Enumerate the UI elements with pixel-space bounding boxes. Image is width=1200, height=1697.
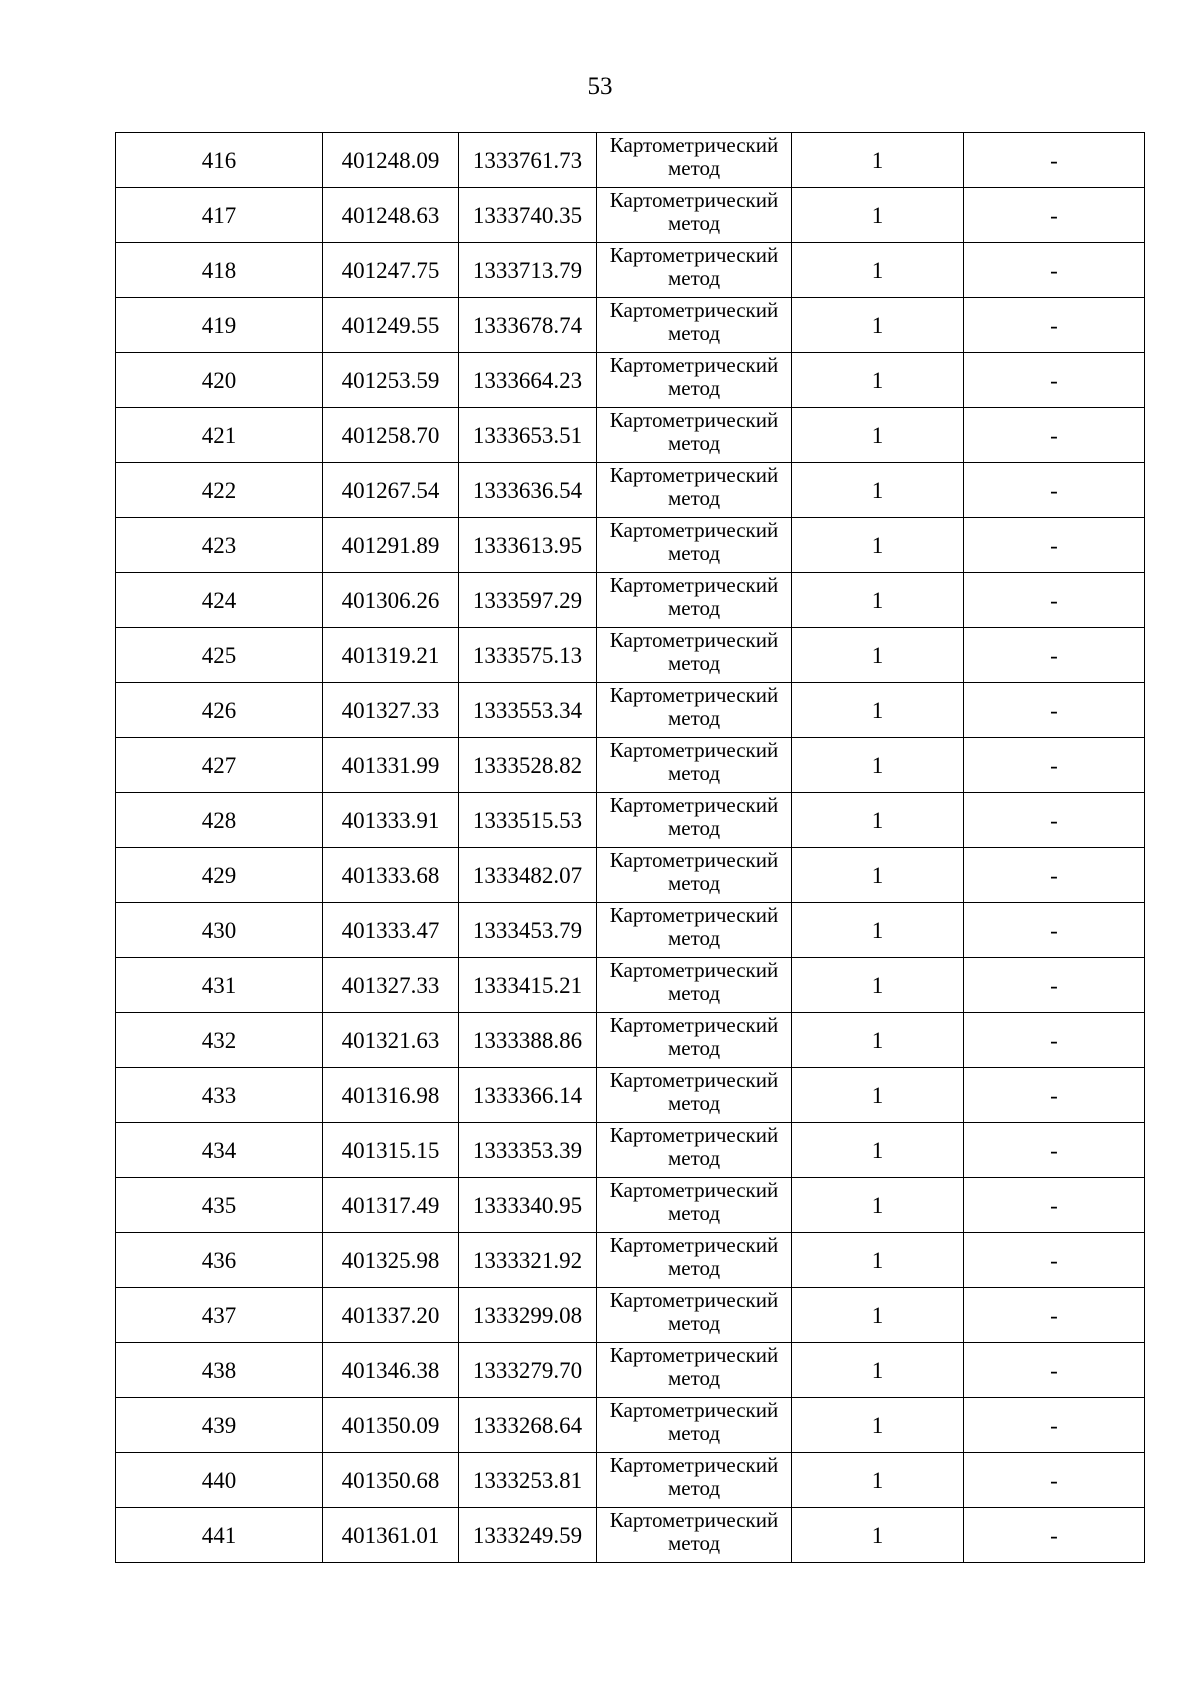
table-row: [116, 1233, 1145, 1288]
x-coordinate-cell: 401291.89: [323, 518, 459, 573]
method-line-1: Картометрический: [609, 188, 779, 212]
y-coordinate-cell: 1333761.73: [459, 133, 597, 188]
accuracy-cell: 1: [792, 1013, 964, 1068]
method-line-2: метод: [667, 1256, 721, 1280]
method-cell: [597, 188, 792, 243]
method-line-1: Картометрический: [609, 1123, 779, 1147]
method-cell: [597, 1453, 792, 1508]
method-line-2: метод: [667, 541, 721, 565]
method-cell: [597, 463, 792, 518]
method-line-2: метод: [667, 1421, 721, 1445]
table-row: [116, 903, 1145, 958]
method-line-2: метод: [667, 156, 721, 180]
method-cell: [597, 133, 792, 188]
point-number-cell: 434: [116, 1123, 323, 1178]
y-coordinate-cell: 1333713.79: [459, 243, 597, 298]
accuracy-cell: 1: [792, 958, 964, 1013]
point-number-cell: 439: [116, 1398, 323, 1453]
method-line-2: метод: [667, 1311, 721, 1335]
method-line-1: Картометрический: [609, 683, 779, 707]
note-cell: -: [964, 1068, 1145, 1123]
accuracy-cell: 1: [792, 1178, 964, 1233]
note-cell: -: [964, 573, 1145, 628]
accuracy-cell: 1: [792, 1123, 964, 1178]
y-coordinate-cell: 1333279.70: [459, 1343, 597, 1398]
point-number-cell: 425: [116, 628, 323, 683]
method-line-1: Картометрический: [609, 738, 779, 762]
coordinates-table: [115, 132, 1145, 1563]
table-row: [116, 1453, 1145, 1508]
point-number-cell: 428: [116, 793, 323, 848]
accuracy-cell: 1: [792, 1233, 964, 1288]
accuracy-cell: 1: [792, 573, 964, 628]
x-coordinate-cell: 401346.38: [323, 1343, 459, 1398]
method-line-1: Картометрический: [609, 353, 779, 377]
method-line-1: Картометрический: [609, 1013, 779, 1037]
method-cell: [597, 573, 792, 628]
y-coordinate-cell: 1333366.14: [459, 1068, 597, 1123]
x-coordinate-cell: 401333.47: [323, 903, 459, 958]
x-coordinate-cell: 401333.91: [323, 793, 459, 848]
table-row: [116, 1508, 1145, 1563]
x-coordinate-cell: 401316.98: [323, 1068, 459, 1123]
method-cell: [597, 1233, 792, 1288]
method-cell: [597, 1013, 792, 1068]
y-coordinate-cell: 1333388.86: [459, 1013, 597, 1068]
x-coordinate-cell: 401350.68: [323, 1453, 459, 1508]
method-line-2: метод: [667, 1366, 721, 1390]
point-number-cell: 416: [116, 133, 323, 188]
accuracy-cell: 1: [792, 133, 964, 188]
accuracy-cell: 1: [792, 793, 964, 848]
method-line-1: Картометрический: [609, 793, 779, 817]
note-cell: -: [964, 903, 1145, 958]
x-coordinate-cell: 401361.01: [323, 1508, 459, 1563]
accuracy-cell: 1: [792, 408, 964, 463]
table-row: [116, 848, 1145, 903]
table-row: [116, 1178, 1145, 1233]
table-row: [116, 243, 1145, 298]
x-coordinate-cell: 401247.75: [323, 243, 459, 298]
note-cell: -: [964, 1453, 1145, 1508]
method-line-2: метод: [667, 596, 721, 620]
note-cell: -: [964, 463, 1145, 518]
method-line-1: Картометрический: [609, 628, 779, 652]
x-coordinate-cell: 401315.15: [323, 1123, 459, 1178]
accuracy-cell: 1: [792, 188, 964, 243]
note-cell: -: [964, 848, 1145, 903]
method-cell: [597, 628, 792, 683]
y-coordinate-cell: 1333268.64: [459, 1398, 597, 1453]
method-line-2: метод: [667, 321, 721, 345]
note-cell: -: [964, 1508, 1145, 1563]
method-cell: [597, 958, 792, 1013]
y-coordinate-cell: 1333249.59: [459, 1508, 597, 1563]
method-line-1: Картометрический: [609, 133, 779, 157]
method-line-2: метод: [667, 1476, 721, 1500]
method-cell: [597, 793, 792, 848]
accuracy-cell: 1: [792, 463, 964, 518]
note-cell: -: [964, 353, 1145, 408]
y-coordinate-cell: 1333340.95: [459, 1178, 597, 1233]
x-coordinate-cell: 401258.70: [323, 408, 459, 463]
point-number-cell: 424: [116, 573, 323, 628]
note-cell: -: [964, 738, 1145, 793]
method-line-2: метод: [667, 761, 721, 785]
method-cell: [597, 243, 792, 298]
method-cell: [597, 738, 792, 793]
accuracy-cell: 1: [792, 1508, 964, 1563]
point-number-cell: 435: [116, 1178, 323, 1233]
method-line-2: метод: [667, 1146, 721, 1170]
note-cell: -: [964, 683, 1145, 738]
y-coordinate-cell: 1333415.21: [459, 958, 597, 1013]
method-line-2: метод: [667, 266, 721, 290]
table-row: [116, 188, 1145, 243]
x-coordinate-cell: 401248.09: [323, 133, 459, 188]
method-line-1: Картометрический: [609, 298, 779, 322]
point-number-cell: 421: [116, 408, 323, 463]
method-line-2: метод: [667, 211, 721, 235]
point-number-cell: 429: [116, 848, 323, 903]
method-cell: [597, 1068, 792, 1123]
accuracy-cell: 1: [792, 353, 964, 408]
accuracy-cell: 1: [792, 683, 964, 738]
y-coordinate-cell: 1333528.82: [459, 738, 597, 793]
x-coordinate-cell: 401327.33: [323, 958, 459, 1013]
note-cell: -: [964, 1398, 1145, 1453]
y-coordinate-cell: 1333613.95: [459, 518, 597, 573]
accuracy-cell: 1: [792, 628, 964, 683]
method-line-1: Картометрический: [609, 903, 779, 927]
note-cell: -: [964, 1288, 1145, 1343]
point-number-cell: 438: [116, 1343, 323, 1398]
table-row: [116, 793, 1145, 848]
method-cell: [597, 298, 792, 353]
method-line-2: метод: [667, 816, 721, 840]
x-coordinate-cell: 401317.49: [323, 1178, 459, 1233]
point-number-cell: 430: [116, 903, 323, 958]
method-line-2: метод: [667, 871, 721, 895]
table-row: [116, 408, 1145, 463]
point-number-cell: 431: [116, 958, 323, 1013]
coordinates-table-body: [116, 133, 1145, 1563]
table-row: [116, 1343, 1145, 1398]
method-line-2: метод: [667, 926, 721, 950]
accuracy-cell: 1: [792, 243, 964, 298]
accuracy-cell: 1: [792, 1068, 964, 1123]
point-number-cell: 419: [116, 298, 323, 353]
note-cell: -: [964, 298, 1145, 353]
accuracy-cell: 1: [792, 298, 964, 353]
table-row: [116, 573, 1145, 628]
x-coordinate-cell: 401331.99: [323, 738, 459, 793]
x-coordinate-cell: 401249.55: [323, 298, 459, 353]
method-line-1: Картометрический: [609, 1453, 779, 1477]
y-coordinate-cell: 1333515.53: [459, 793, 597, 848]
x-coordinate-cell: 401248.63: [323, 188, 459, 243]
method-line-1: Картометрический: [609, 243, 779, 267]
table-row: [116, 1068, 1145, 1123]
point-number-cell: 417: [116, 188, 323, 243]
x-coordinate-cell: 401319.21: [323, 628, 459, 683]
table-row: [116, 463, 1145, 518]
table-row: [116, 133, 1145, 188]
method-cell: [597, 903, 792, 958]
note-cell: -: [964, 408, 1145, 463]
y-coordinate-cell: 1333453.79: [459, 903, 597, 958]
note-cell: -: [964, 133, 1145, 188]
method-line-1: Картометрический: [609, 1233, 779, 1257]
table-row: [116, 1288, 1145, 1343]
x-coordinate-cell: 401321.63: [323, 1013, 459, 1068]
method-cell: [597, 408, 792, 463]
method-line-1: Картометрический: [609, 408, 779, 432]
accuracy-cell: 1: [792, 738, 964, 793]
y-coordinate-cell: 1333575.13: [459, 628, 597, 683]
note-cell: -: [964, 1233, 1145, 1288]
note-cell: -: [964, 1178, 1145, 1233]
accuracy-cell: 1: [792, 848, 964, 903]
note-cell: -: [964, 793, 1145, 848]
accuracy-cell: 1: [792, 903, 964, 958]
method-line-1: Картометрический: [609, 518, 779, 542]
point-number-cell: 436: [116, 1233, 323, 1288]
method-cell: [597, 1178, 792, 1233]
x-coordinate-cell: 401350.09: [323, 1398, 459, 1453]
table-row: [116, 738, 1145, 793]
y-coordinate-cell: 1333597.29: [459, 573, 597, 628]
point-number-cell: 437: [116, 1288, 323, 1343]
note-cell: -: [964, 628, 1145, 683]
point-number-cell: 423: [116, 518, 323, 573]
note-cell: -: [964, 1013, 1145, 1068]
y-coordinate-cell: 1333678.74: [459, 298, 597, 353]
x-coordinate-cell: 401306.26: [323, 573, 459, 628]
y-coordinate-cell: 1333553.34: [459, 683, 597, 738]
table-row: [116, 1123, 1145, 1178]
y-coordinate-cell: 1333482.07: [459, 848, 597, 903]
table-row: [116, 683, 1145, 738]
method-cell: [597, 518, 792, 573]
note-cell: -: [964, 958, 1145, 1013]
point-number-cell: 427: [116, 738, 323, 793]
y-coordinate-cell: 1333321.92: [459, 1233, 597, 1288]
method-cell: [597, 1508, 792, 1563]
note-cell: -: [964, 1123, 1145, 1178]
method-line-1: Картометрический: [609, 1398, 779, 1422]
method-line-1: Картометрический: [609, 1343, 779, 1367]
x-coordinate-cell: 401267.54: [323, 463, 459, 518]
accuracy-cell: 1: [792, 1343, 964, 1398]
y-coordinate-cell: 1333299.08: [459, 1288, 597, 1343]
point-number-cell: 420: [116, 353, 323, 408]
point-number-cell: 432: [116, 1013, 323, 1068]
note-cell: -: [964, 518, 1145, 573]
y-coordinate-cell: 1333664.23: [459, 353, 597, 408]
method-line-1: Картометрический: [609, 573, 779, 597]
method-cell: [597, 1343, 792, 1398]
method-line-1: Картометрический: [609, 958, 779, 982]
table-row: [116, 518, 1145, 573]
method-line-2: метод: [667, 651, 721, 675]
method-line-2: метод: [667, 981, 721, 1005]
y-coordinate-cell: 1333253.81: [459, 1453, 597, 1508]
table-row: [116, 353, 1145, 408]
method-line-2: метод: [667, 431, 721, 455]
table-row: [116, 298, 1145, 353]
method-cell: [597, 1398, 792, 1453]
method-line-1: Картометрический: [609, 1288, 779, 1312]
method-line-1: Картометрический: [609, 463, 779, 487]
y-coordinate-cell: 1333636.54: [459, 463, 597, 518]
table-row: [116, 628, 1145, 683]
method-line-2: метод: [667, 1201, 721, 1225]
y-coordinate-cell: 1333740.35: [459, 188, 597, 243]
method-line-1: Картометрический: [609, 848, 779, 872]
table-row: [116, 1013, 1145, 1068]
x-coordinate-cell: 401333.68: [323, 848, 459, 903]
method-line-2: метод: [667, 1531, 721, 1555]
point-number-cell: 426: [116, 683, 323, 738]
note-cell: -: [964, 188, 1145, 243]
point-number-cell: 441: [116, 1508, 323, 1563]
method-line-1: Картометрический: [609, 1068, 779, 1092]
method-cell: [597, 1288, 792, 1343]
y-coordinate-cell: 1333653.51: [459, 408, 597, 463]
page-number: 53: [587, 73, 613, 100]
accuracy-cell: 1: [792, 1288, 964, 1343]
method-cell: [597, 1123, 792, 1178]
method-line-1: Картометрический: [609, 1178, 779, 1202]
method-line-2: метод: [667, 486, 721, 510]
method-line-2: метод: [667, 706, 721, 730]
method-cell: [597, 683, 792, 738]
accuracy-cell: 1: [792, 1398, 964, 1453]
note-cell: -: [964, 243, 1145, 298]
y-coordinate-cell: 1333353.39: [459, 1123, 597, 1178]
method-line-2: метод: [667, 376, 721, 400]
x-coordinate-cell: 401325.98: [323, 1233, 459, 1288]
point-number-cell: 422: [116, 463, 323, 518]
method-line-2: метод: [667, 1091, 721, 1115]
table-row: [116, 958, 1145, 1013]
x-coordinate-cell: 401327.33: [323, 683, 459, 738]
table-row: [116, 1398, 1145, 1453]
point-number-cell: 440: [116, 1453, 323, 1508]
method-line-1: Картометрический: [609, 1508, 779, 1532]
method-cell: [597, 353, 792, 408]
x-coordinate-cell: 401337.20: [323, 1288, 459, 1343]
accuracy-cell: 1: [792, 1453, 964, 1508]
method-line-2: метод: [667, 1036, 721, 1060]
note-cell: -: [964, 1343, 1145, 1398]
point-number-cell: 418: [116, 243, 323, 298]
accuracy-cell: 1: [792, 518, 964, 573]
x-coordinate-cell: 401253.59: [323, 353, 459, 408]
point-number-cell: 433: [116, 1068, 323, 1123]
method-cell: [597, 848, 792, 903]
